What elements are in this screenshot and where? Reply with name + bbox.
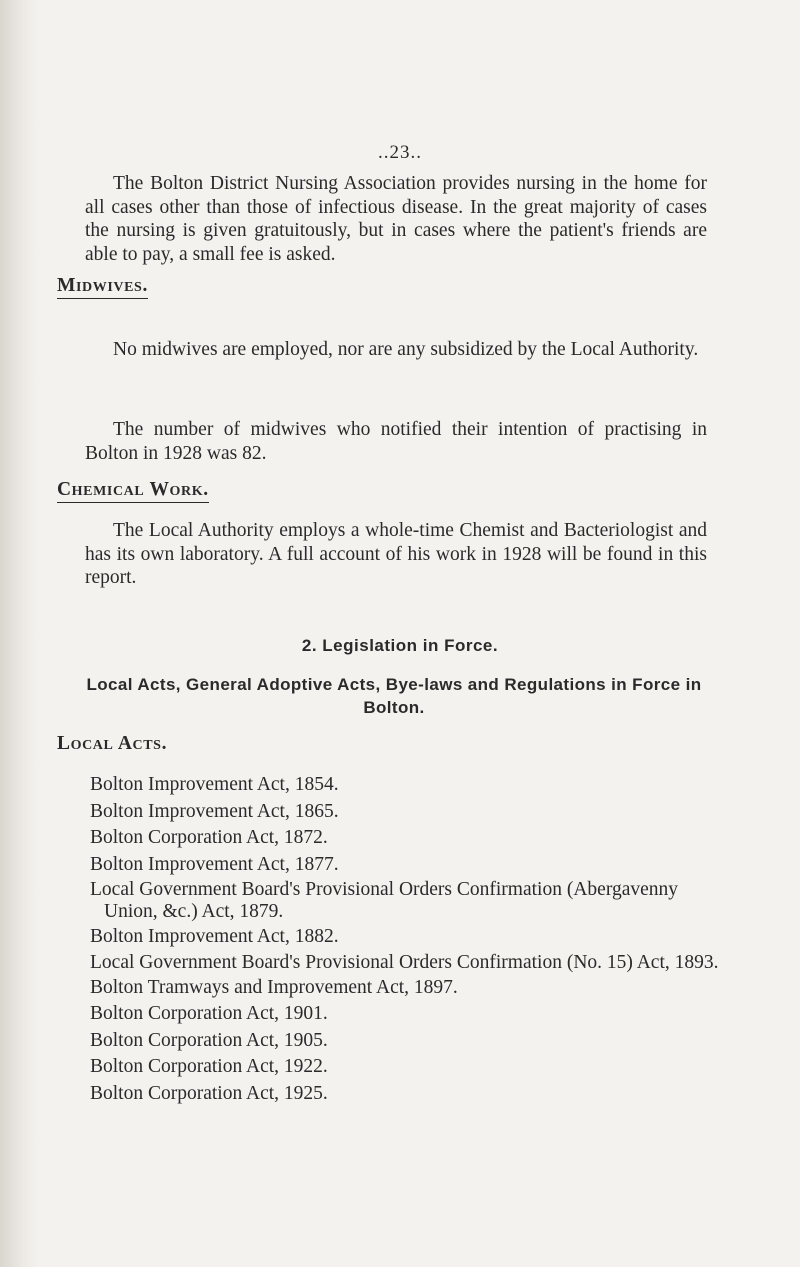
local-acts-heading: Local Acts. <box>57 733 168 754</box>
list-item: Bolton Tramways and Improvement Act, 1897. <box>90 976 458 998</box>
list-item: Bolton Corporation Act, 1922. <box>90 1056 328 1077</box>
list-item: Bolton Improvement Act, 1882. <box>90 926 339 947</box>
legislation-title: 2. Legislation in Force. <box>301 636 499 655</box>
list-item: Bolton Corporation Act, 1905. <box>90 1029 328 1051</box>
chemical-work-heading: Chemical Work. <box>57 479 209 503</box>
list-item: Bolton Improvement Act, 1877. <box>90 853 339 875</box>
legislation-subtitle: Local Acts, General Adoptive Acts, Bye-laws and Regulations in Force in Bolton. <box>86 675 702 717</box>
list-item: Bolton Improvement Act, 1865. <box>90 800 339 822</box>
midwives-paragraph-2-text: The number of midwives who notified their intention of practising in Bolton in 1928 was 82. <box>85 419 707 464</box>
list-item: Bolton Corporation Act, 1925. <box>90 1082 328 1104</box>
intro-paragraph <box>85 172 707 266</box>
chemical-work-paragraph-text: The Local Authority employs a whole-time Chemist and Bacteriologist and has its own laboratory. A full account of his work in 1928 will be found in this report. <box>85 520 707 588</box>
intro-paragraph-text: The Bolton District Nursing Association provides nursing in the home for all cases other than those of infectious disease. In the great majority of cases the nursing is given gratuitously, but in cases where the patient's friends are able to pay, a small fee is asked. <box>85 173 707 265</box>
list-item: Local Government Board's Provisional Orders Confirmation (Abergavenny Union, &c.) Act, 1879. <box>90 879 679 922</box>
list-item: Bolton Corporation Act, 1872. <box>90 827 328 848</box>
chemical-work-paragraph <box>85 519 707 590</box>
page-number: ..23.. <box>378 142 422 163</box>
list-item: Bolton Improvement Act, 1854. <box>90 774 339 795</box>
midwives-heading: Midwives. <box>57 275 148 299</box>
midwives-paragraph-2 <box>85 418 707 465</box>
list-item: Bolton Corporation Act, 1901. <box>90 1003 328 1024</box>
midwives-paragraph-1-text: No midwives are employed, nor are any subsidized by the Local Authority. <box>113 339 699 360</box>
local-acts-list <box>90 773 730 1108</box>
midwives-paragraph-1 <box>85 338 707 362</box>
list-item: Local Government Board's Provisional Orders Confirmation (No. 15) Act, 1893. <box>90 951 719 973</box>
